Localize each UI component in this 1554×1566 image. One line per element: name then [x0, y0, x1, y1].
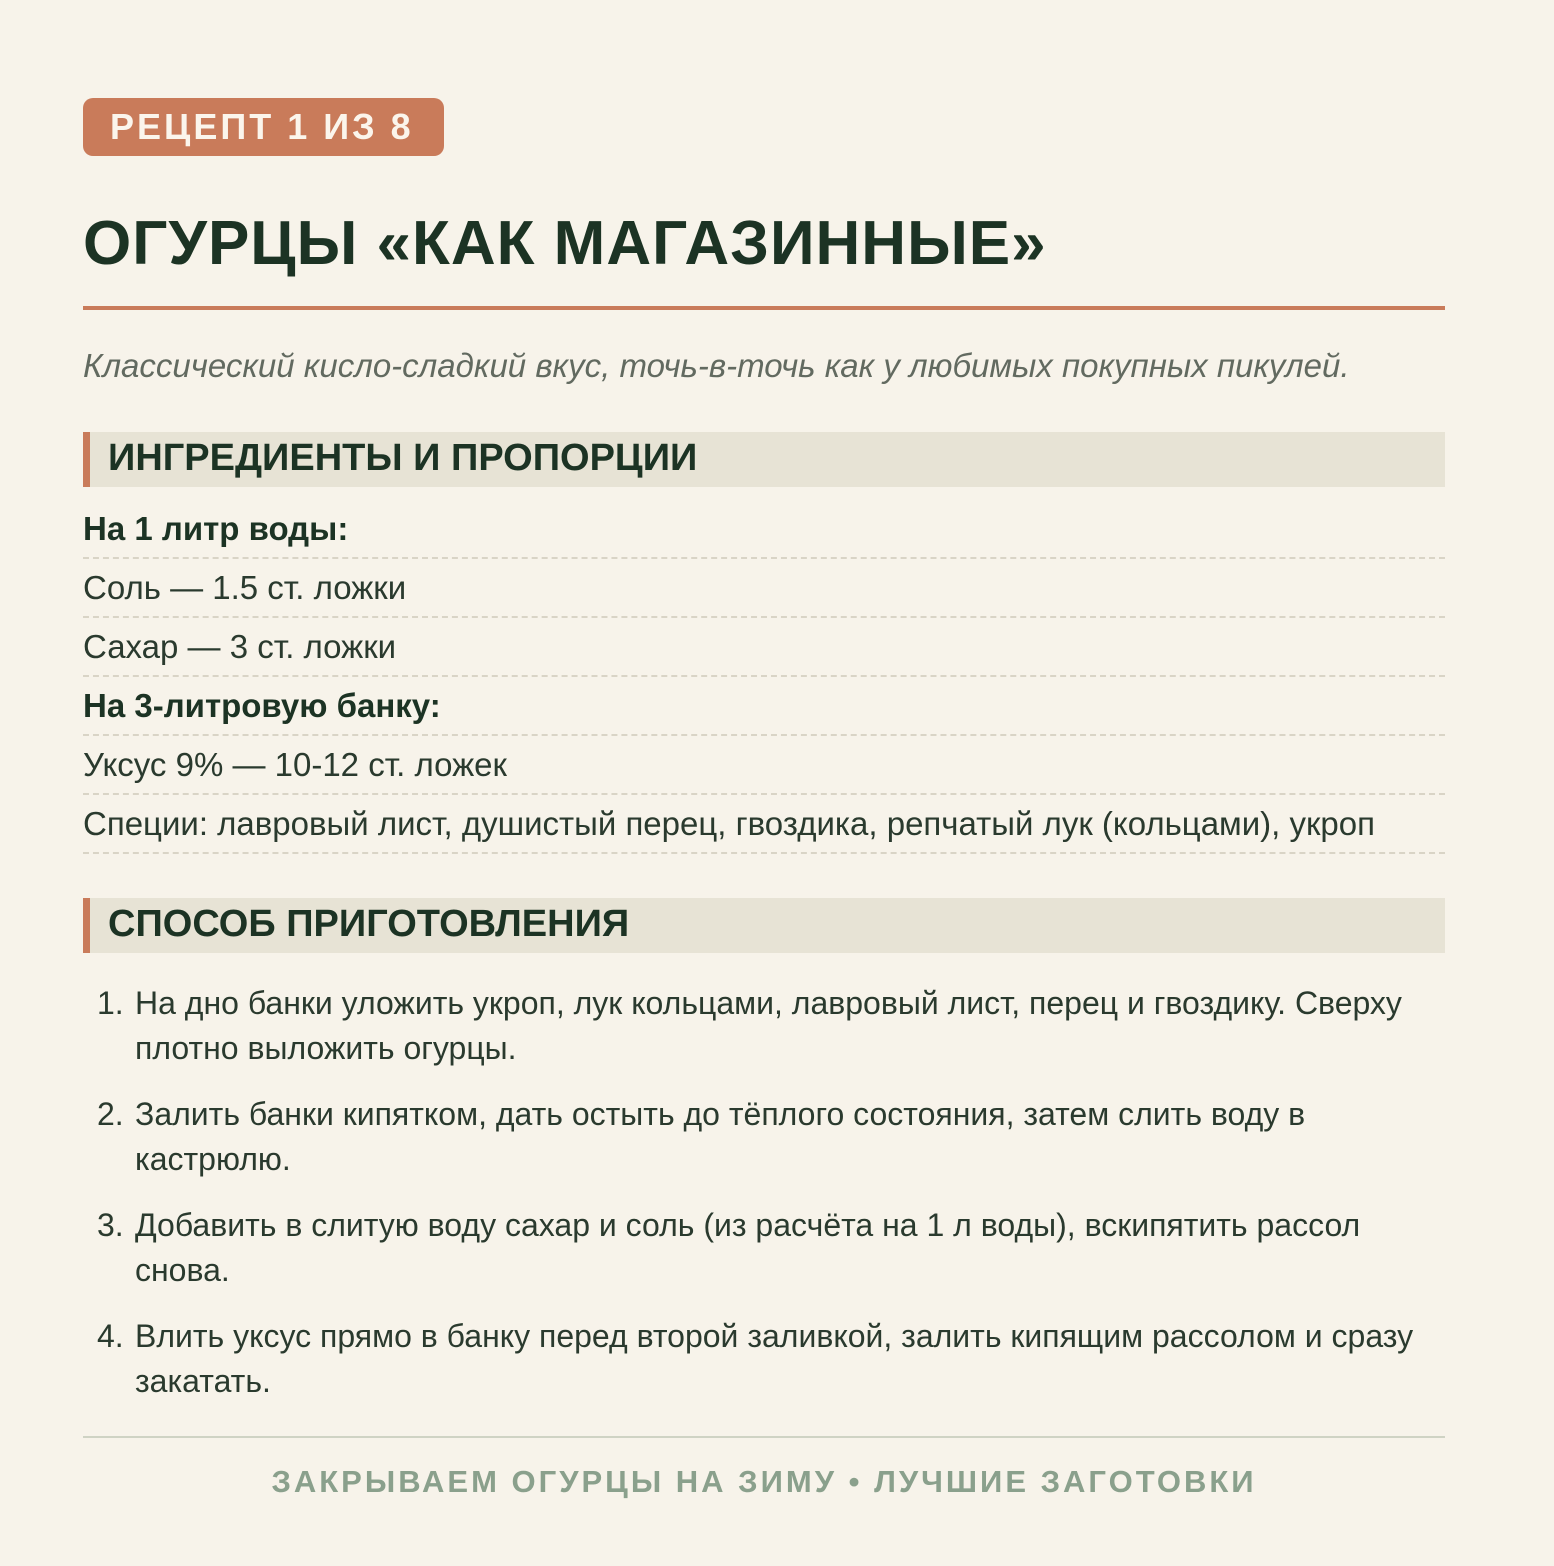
method-step — [83, 981, 1445, 1071]
step-number: 3. — [97, 1207, 124, 1243]
ingredient-row: Соль — 1.5 ст. ложки — [83, 559, 1445, 618]
step-text: Залить банки кипятком, дать остыть до тёплого состояния, затем слить воду в кастрюлю. — [135, 1096, 1306, 1177]
ingredient-row: Уксус 9% — 10-12 ст. ложек — [83, 736, 1445, 795]
ingredient-row: Сахар — 3 ст. ложки — [83, 618, 1445, 677]
title-divider — [83, 306, 1445, 310]
footer-divider — [83, 1436, 1445, 1438]
ingredients-heading: ИНГРЕДИЕНТЫ И ПРОПОРЦИИ — [83, 432, 1445, 487]
step-text: Влить уксус прямо в банку перед второй заливкой, залить кипящим рассолом и сразу закатать. — [135, 1318, 1414, 1399]
footer-caption: ЗАКРЫВАЕМ ОГУРЦЫ НА ЗИМУ • ЛУЧШИЕ ЗАГОТОВКИ — [271, 1464, 1257, 1499]
step-text: Добавить в слитую воду сахар и соль (из расчёта на 1 л воды), вскипятить рассол снова. — [135, 1207, 1361, 1288]
ingredient-group-label: На 3-литровую банку: — [83, 677, 1445, 736]
method-step — [83, 1314, 1445, 1404]
recipe-title: ОГУРЦЫ «КАК МАГАЗИННЫЕ» — [83, 209, 1047, 278]
step-number: 4. — [97, 1318, 124, 1354]
method-step — [83, 1092, 1445, 1182]
method-step — [83, 1203, 1445, 1293]
step-number: 1. — [97, 985, 124, 1021]
step-text: На дно банки уложить укроп, лук кольцами, лавровый лист, перец и гвоздику. Сверху плотно выложить огурцы. — [135, 985, 1402, 1066]
ingredients-list — [83, 508, 1445, 854]
ingredient-row: Специи: лавровый лист, душистый перец, гвоздика, репчатый лук (кольцами), укроп — [83, 795, 1445, 854]
method-steps-list — [83, 981, 1445, 1404]
step-number: 2. — [97, 1096, 124, 1132]
recipe-counter-badge: РЕЦЕПТ 1 ИЗ 8 — [83, 98, 444, 156]
recipe-subtitle: Классический кисло-сладкий вкус, точь-в-точь как у любимых покупных пикулей. — [83, 347, 1350, 384]
recipe-card — [83, 98, 1445, 1425]
method-heading: СПОСОБ ПРИГОТОВЛЕНИЯ — [83, 898, 1445, 953]
ingredient-group-label: На 1 литр воды: — [83, 508, 1445, 559]
